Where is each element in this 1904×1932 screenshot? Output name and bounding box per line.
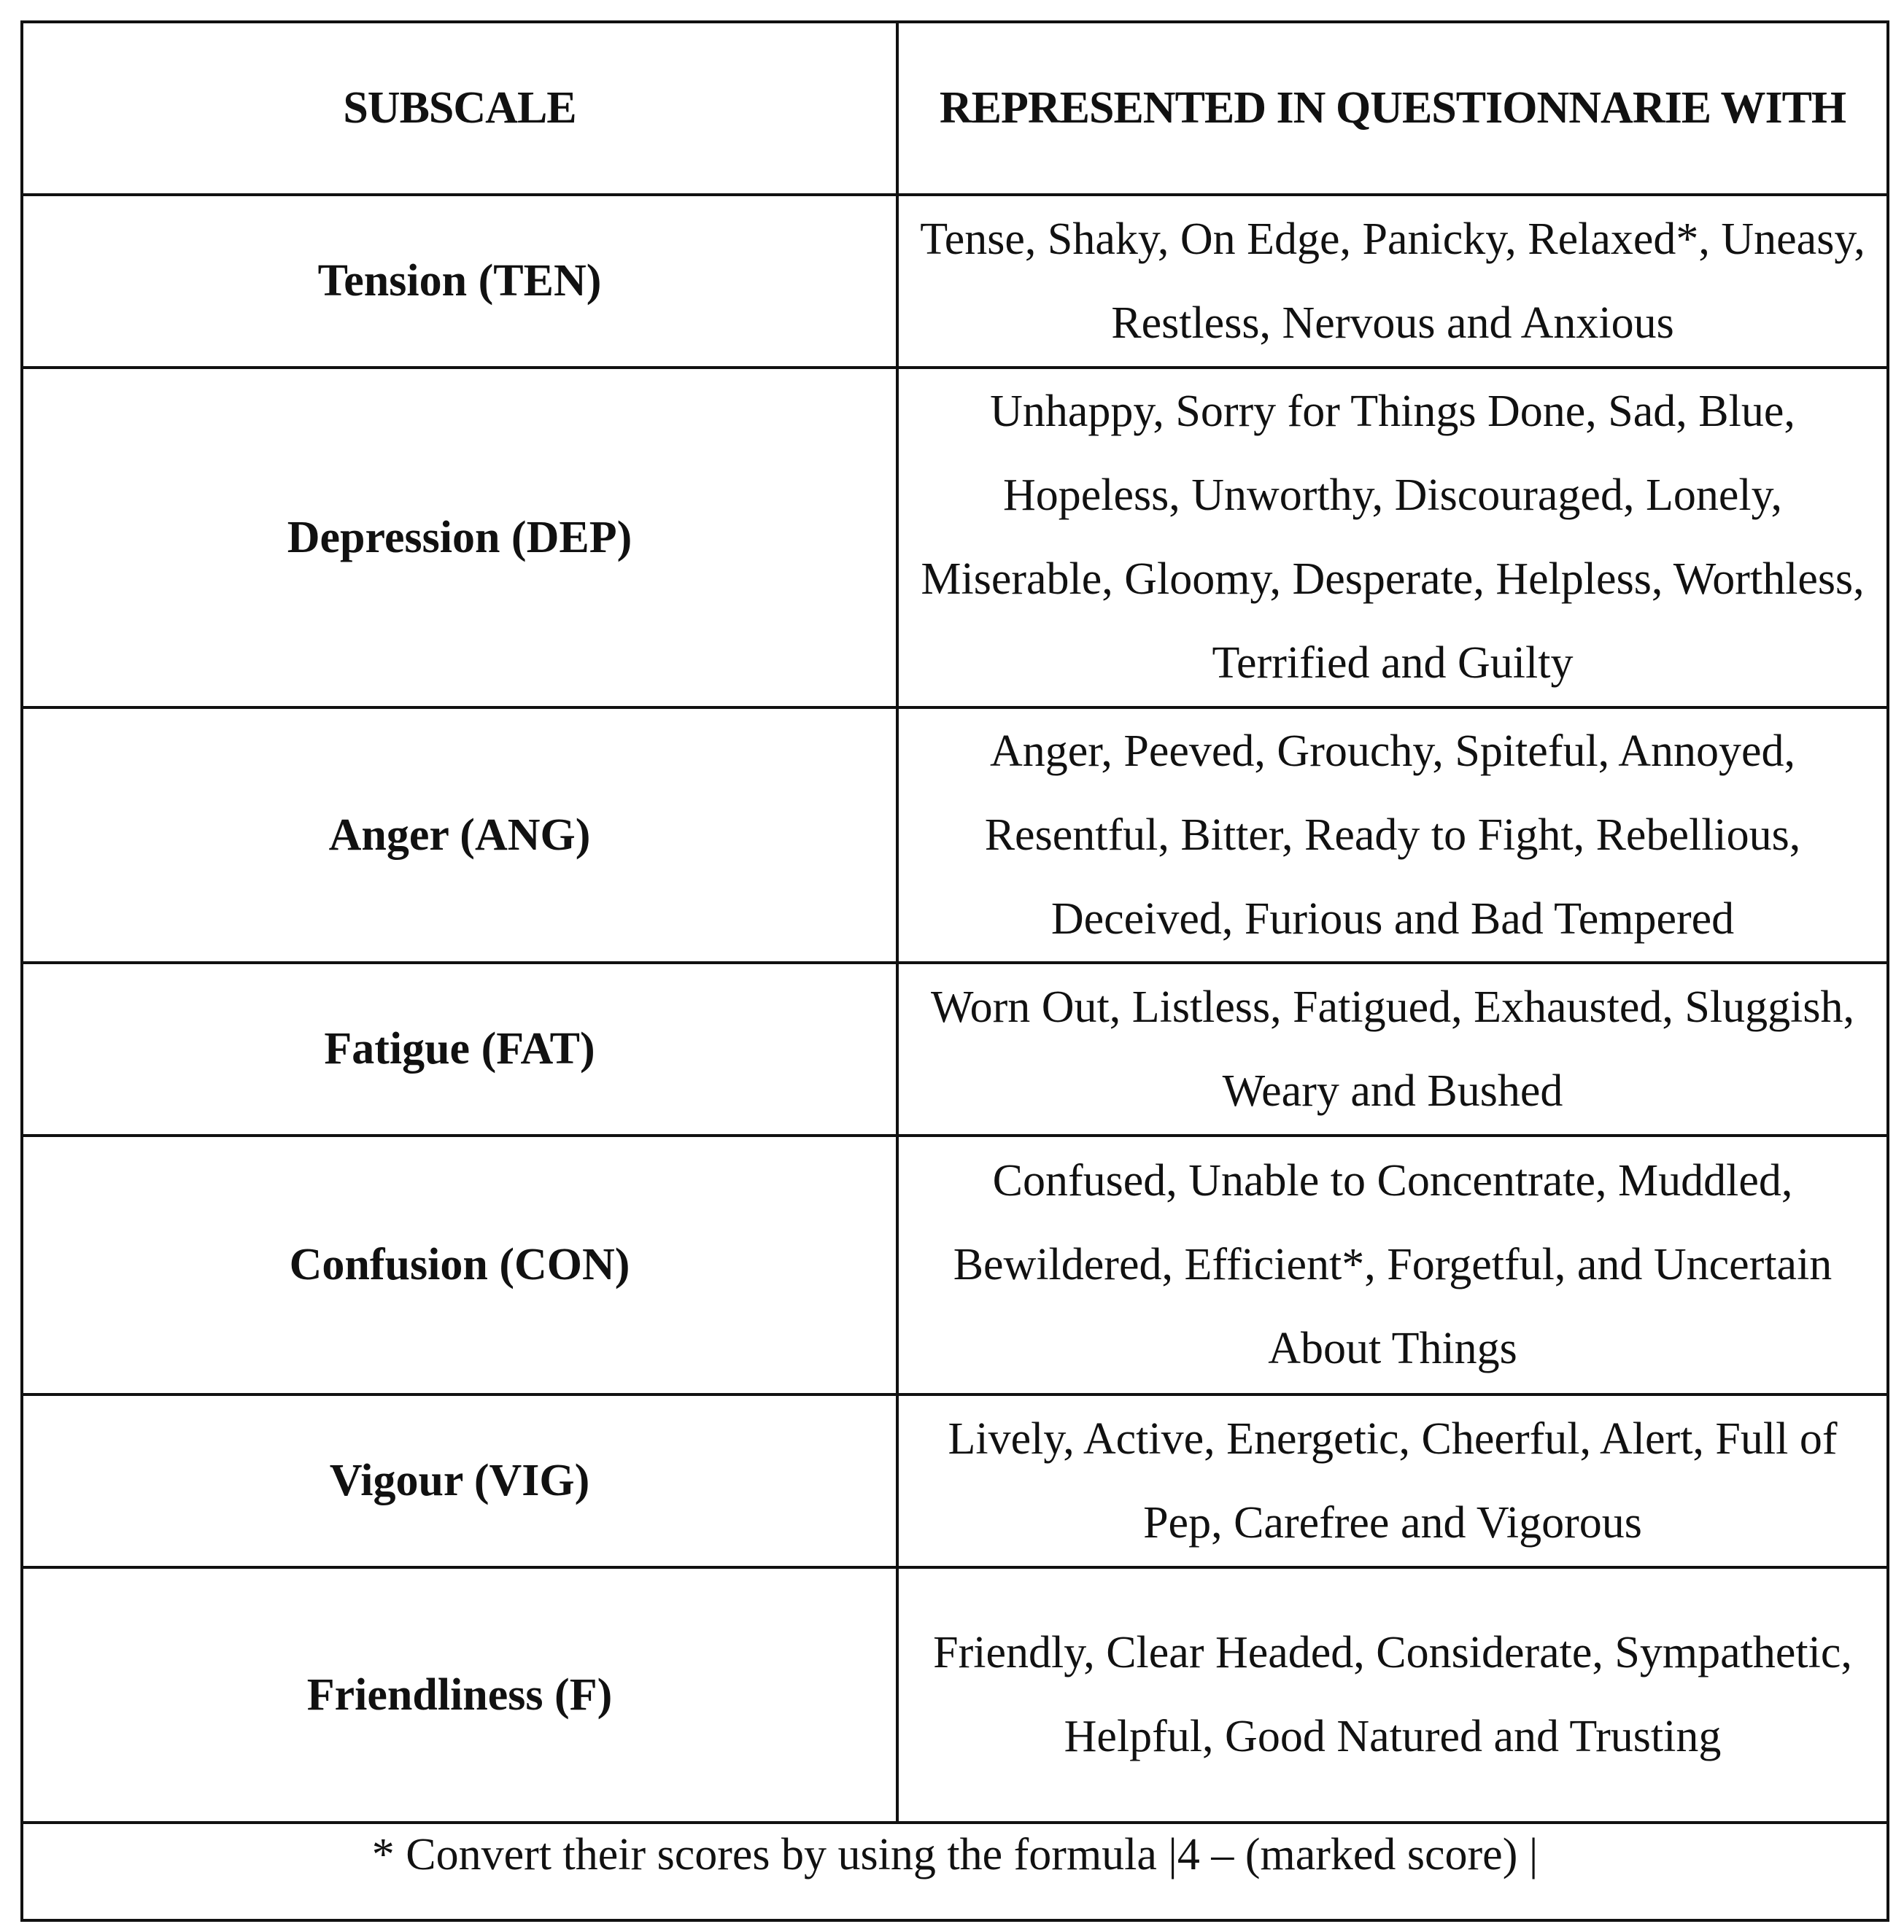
table-row bbox=[22, 1567, 1888, 1823]
subscale-name: Vigour (VIG) bbox=[22, 1394, 897, 1567]
subscale-name: Friendliness (F) bbox=[22, 1567, 897, 1823]
subscale-name: Depression (DEP) bbox=[22, 368, 897, 707]
subscale-name: Confusion (CON) bbox=[22, 1136, 897, 1394]
subscale-name: Tension (TEN) bbox=[22, 195, 897, 368]
subscale-items: Tense, Shaky, On Edge, Panicky, Relaxed*, Uneasy, Restless, Nervous and Anxious bbox=[897, 195, 1888, 368]
subscale-items: Anger, Peeved, Grouchy, Spiteful, Annoyed, Resentful, Bitter, Ready to Fight, Rebellious, Deceived, Furious and Bad Tempered bbox=[897, 707, 1888, 963]
subscale-name: Anger (ANG) bbox=[22, 707, 897, 963]
table-footnote-row bbox=[22, 1823, 1888, 1920]
subscale-items: Friendly, Clear Headed, Considerate, Sympathetic, Helpful, Good Natured and Trusting bbox=[897, 1567, 1888, 1823]
table-row bbox=[22, 195, 1888, 368]
table-row bbox=[22, 1136, 1888, 1394]
subscale-items: Lively, Active, Energetic, Cheerful, Alert, Full of Pep, Carefree and Vigorous bbox=[897, 1394, 1888, 1567]
subscale-items: Unhappy, Sorry for Things Done, Sad, Blue, Hopeless, Unworthy, Discouraged, Lonely, Miserable, Gloomy, Desperate, Helpless, Worthless, Terrified and Guilty bbox=[897, 368, 1888, 707]
table-header-row bbox=[22, 22, 1888, 195]
header-represented-with: REPRESENTED IN QUESTIONNARIE WITH bbox=[897, 22, 1888, 195]
table-row bbox=[22, 1394, 1888, 1567]
table-row bbox=[22, 963, 1888, 1136]
table-footnote: * Convert their scores by using the formula |4 – (marked score) | bbox=[22, 1823, 1888, 1920]
header-subscale: SUBSCALE bbox=[22, 22, 897, 195]
table-row bbox=[22, 368, 1888, 707]
table-row bbox=[22, 707, 1888, 963]
subscale-items: Confused, Unable to Concentrate, Muddled, Bewildered, Efficient*, Forgetful, and Uncertain About Things bbox=[897, 1136, 1888, 1394]
subscale-name: Fatigue (FAT) bbox=[22, 963, 897, 1136]
subscale-table bbox=[20, 20, 1889, 1922]
subscale-items: Worn Out, Listless, Fatigued, Exhausted, Sluggish, Weary and Bushed bbox=[897, 963, 1888, 1136]
